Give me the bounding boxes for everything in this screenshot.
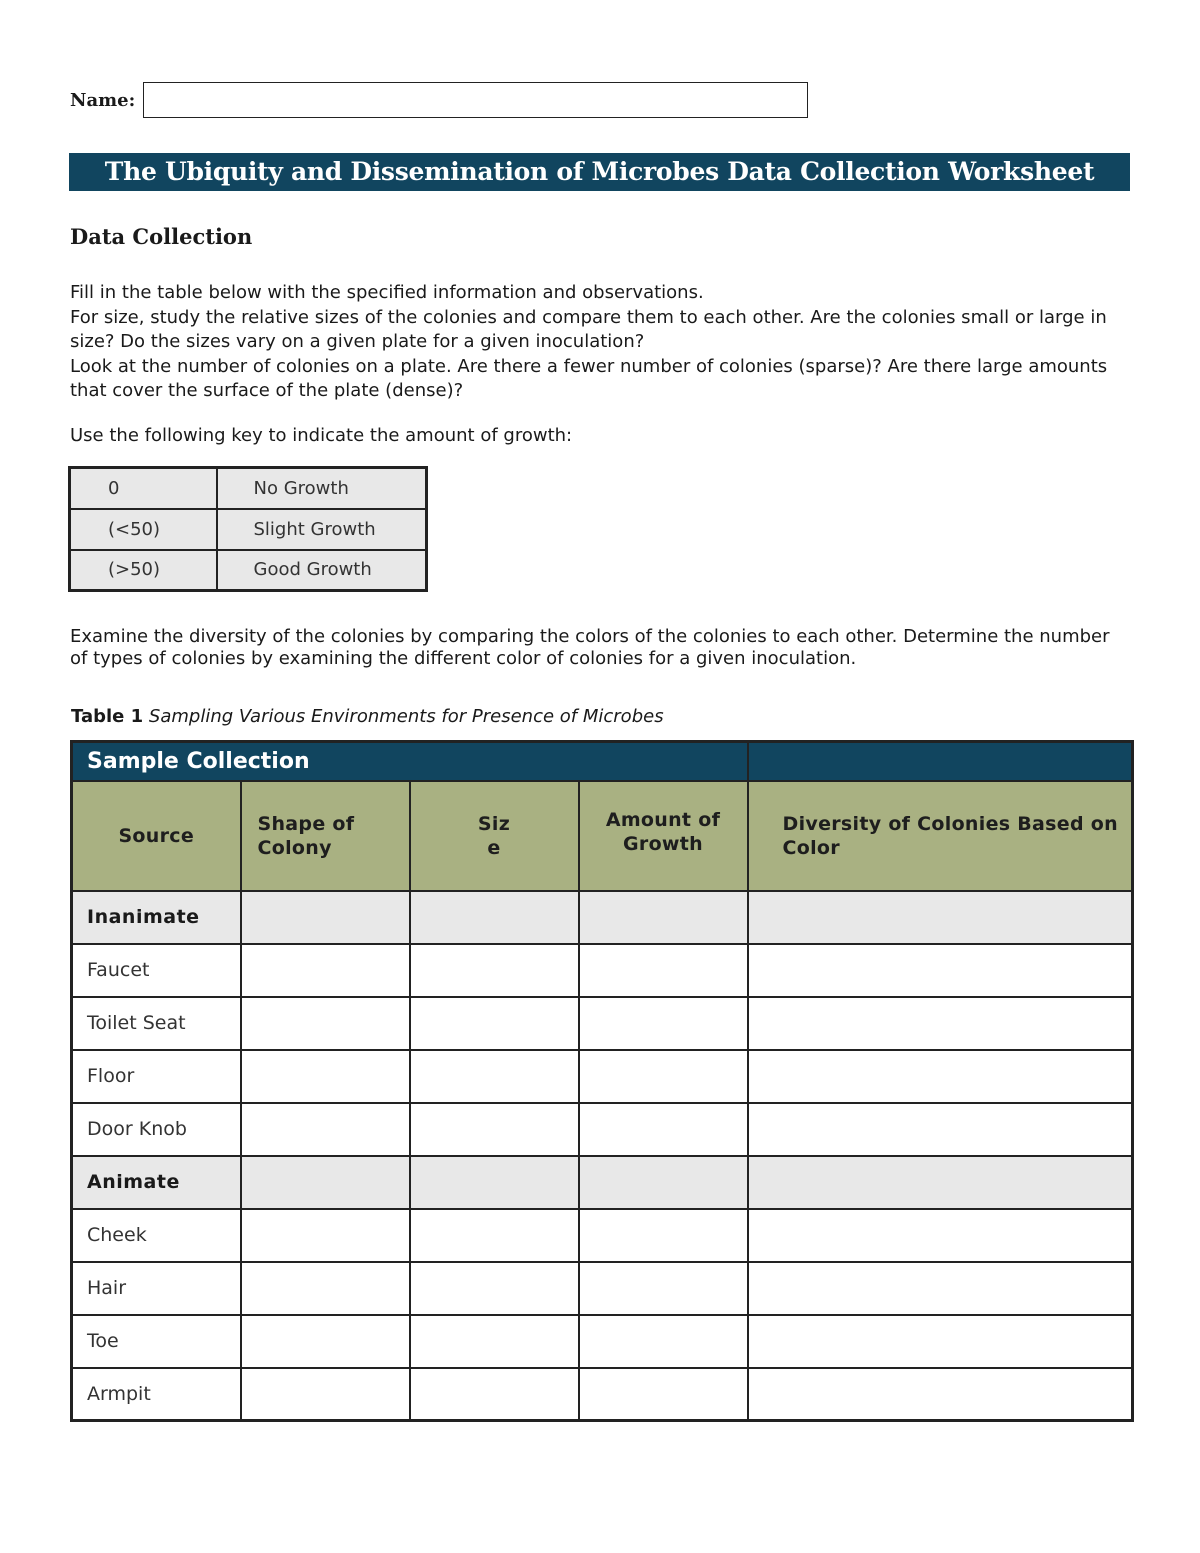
- growth-key-code: (>50): [70, 550, 217, 591]
- table-header-cell: [748, 742, 1133, 781]
- group-cell: [748, 1156, 1133, 1209]
- diversity-input-cell[interactable]: [748, 1315, 1133, 1368]
- table-row: [72, 1209, 1133, 1262]
- instruction-paragraph: Fill in the table below with the specified information and observations.: [70, 282, 704, 303]
- table-row: [72, 1368, 1133, 1421]
- group-label: Inanimate: [72, 891, 241, 944]
- shape-input-cell[interactable]: [241, 944, 410, 997]
- group-cell: [410, 1156, 579, 1209]
- diversity-instructions: Examine the diversity of the colonies by comparing the colors of the colonies to each other. Determine the number of types of colonies by examining the different color of colonies for a given inoculation.: [70, 626, 1110, 669]
- amount-input-cell[interactable]: [579, 997, 748, 1050]
- group-row: [72, 1156, 1133, 1209]
- shape-input-cell[interactable]: [241, 1209, 410, 1262]
- diversity-input-cell[interactable]: [748, 1050, 1133, 1103]
- growth-key-meaning: Good Growth: [217, 550, 427, 591]
- group-cell: [241, 891, 410, 944]
- shape-input-cell[interactable]: [241, 1103, 410, 1156]
- growth-key-intro: Use the following key to indicate the amount of growth:: [70, 425, 573, 446]
- table-row: [72, 1050, 1133, 1103]
- diversity-input-cell[interactable]: [748, 1368, 1133, 1421]
- size-input-cell[interactable]: [410, 1368, 579, 1421]
- table-caption: [71, 706, 664, 727]
- source-cell: Door Knob: [72, 1103, 241, 1156]
- source-cell: Toilet Seat: [72, 997, 241, 1050]
- column-header-row: [72, 781, 1133, 891]
- growth-key-code: (<50): [70, 509, 217, 550]
- column-header-source: Source: [72, 781, 241, 891]
- amount-input-cell[interactable]: [579, 1103, 748, 1156]
- table-row: [72, 1103, 1133, 1156]
- column-header-size-line: Siz: [477, 812, 511, 835]
- shape-input-cell[interactable]: [241, 1050, 410, 1103]
- table-row: [72, 997, 1133, 1050]
- source-cell: Armpit: [72, 1368, 241, 1421]
- group-cell: [241, 1156, 410, 1209]
- size-input-cell[interactable]: [410, 997, 579, 1050]
- shape-input-cell[interactable]: [241, 1262, 410, 1315]
- instruction-paragraph: Look at the number of colonies on a plate. Are there a fewer number of colonies (sparse)? Are there large amounts that cover the surface of the plate (dense)?: [70, 355, 1108, 401]
- source-cell: Toe: [72, 1315, 241, 1368]
- table-header: Sample Collection: [72, 742, 748, 781]
- diversity-input-cell[interactable]: [748, 1262, 1133, 1315]
- column-header-amount-line: Amount of: [605, 808, 721, 831]
- source-cell: Floor: [72, 1050, 241, 1103]
- amount-input-cell[interactable]: [579, 1315, 748, 1368]
- instruction-paragraph: For size, study the relative sizes of the colonies and compare them to each other. Are the colonies small or large in size? Do the sizes vary on a given plate for a given inoculation?: [70, 306, 1107, 352]
- column-header-amount-line: Growth: [623, 832, 703, 855]
- table-caption-title: Sampling Various Environments for Presence of Microbes: [148, 706, 664, 727]
- diversity-input-cell[interactable]: [748, 997, 1133, 1050]
- instructions: [70, 281, 1130, 404]
- group-cell: [579, 891, 748, 944]
- column-header-shape-line: Shape of: [257, 812, 355, 835]
- growth-key-code: 0: [70, 468, 217, 509]
- section-heading: Data Collection: [70, 224, 253, 249]
- column-header-diversity-line: Color: [782, 836, 840, 859]
- group-row: [72, 891, 1133, 944]
- shape-input-cell[interactable]: [241, 1368, 410, 1421]
- group-cell: [579, 1156, 748, 1209]
- amount-input-cell[interactable]: [579, 1368, 748, 1421]
- amount-input-cell[interactable]: [579, 1050, 748, 1103]
- column-header-diversity: [748, 781, 1133, 891]
- size-input-cell[interactable]: [410, 1050, 579, 1103]
- diversity-input-cell[interactable]: [748, 1103, 1133, 1156]
- diversity-input-cell[interactable]: [748, 944, 1133, 997]
- shape-input-cell[interactable]: [241, 997, 410, 1050]
- size-input-cell[interactable]: [410, 1315, 579, 1368]
- growth-key-row: [70, 550, 427, 591]
- source-cell: Cheek: [72, 1209, 241, 1262]
- amount-input-cell[interactable]: [579, 1209, 748, 1262]
- table-row: [72, 944, 1133, 997]
- name-field[interactable]: [143, 82, 808, 118]
- size-input-cell[interactable]: [410, 1103, 579, 1156]
- name-label: Name:: [70, 90, 136, 111]
- size-input-cell[interactable]: [410, 1209, 579, 1262]
- source-cell: Hair: [72, 1262, 241, 1315]
- column-header-size: [410, 781, 579, 891]
- group-label: Animate: [72, 1156, 241, 1209]
- amount-input-cell[interactable]: [579, 944, 748, 997]
- size-input-cell[interactable]: [410, 1262, 579, 1315]
- shape-input-cell[interactable]: [241, 1315, 410, 1368]
- column-header-shape-line: Colony: [257, 836, 332, 859]
- growth-key-row: [70, 509, 427, 550]
- sample-collection-table: [70, 740, 1134, 1422]
- column-header-size-line: e: [487, 836, 501, 859]
- table-row: [72, 1262, 1133, 1315]
- group-cell: [748, 891, 1133, 944]
- column-header-amount: [579, 781, 748, 891]
- table-header-row: [72, 742, 1133, 781]
- table-row: [72, 1315, 1133, 1368]
- source-cell: Faucet: [72, 944, 241, 997]
- diversity-input-cell[interactable]: [748, 1209, 1133, 1262]
- growth-key-meaning: Slight Growth: [217, 509, 427, 550]
- worksheet-title: The Ubiquity and Dissemination of Microbes Data Collection Worksheet: [69, 153, 1130, 191]
- group-cell: [410, 891, 579, 944]
- growth-key-table: [68, 466, 428, 592]
- amount-input-cell[interactable]: [579, 1262, 748, 1315]
- column-header-diversity-line: Diversity of Colonies Based on: [782, 812, 1118, 835]
- column-header-shape: [241, 781, 410, 891]
- table-caption-label: Table 1: [71, 706, 144, 727]
- size-input-cell[interactable]: [410, 944, 579, 997]
- growth-key-row: [70, 468, 427, 509]
- growth-key-meaning: No Growth: [217, 468, 427, 509]
